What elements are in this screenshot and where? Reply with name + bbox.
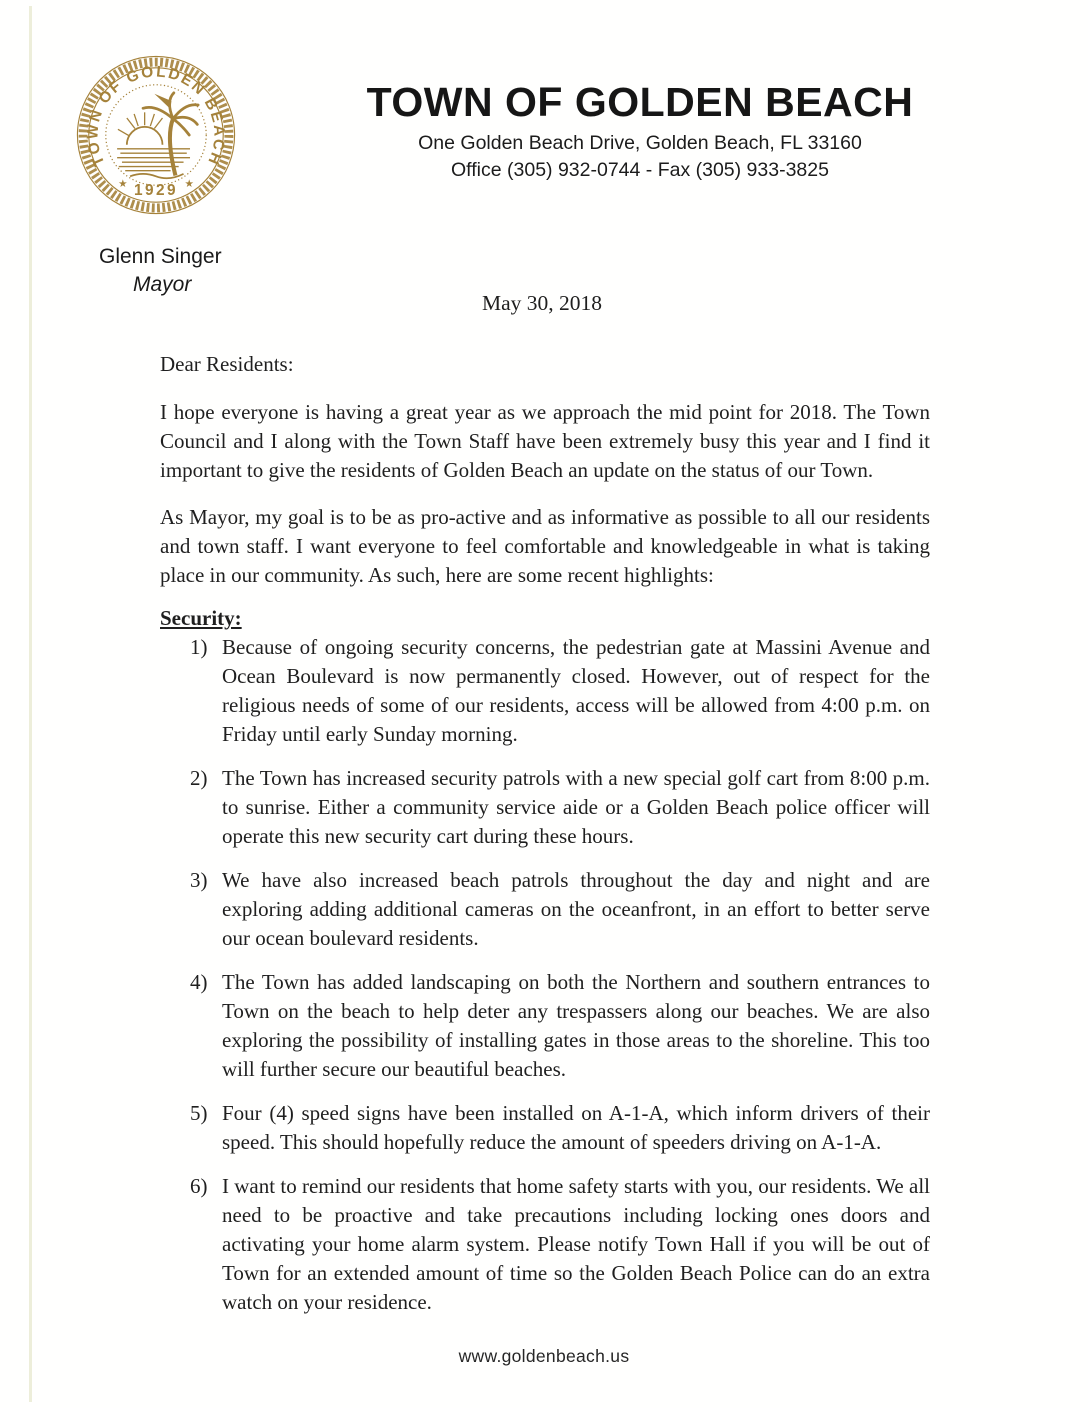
list-item-number: 3)	[190, 868, 208, 892]
seal-ring-text: TOWN OF GOLDEN BEACH	[84, 63, 228, 169]
list-item	[160, 866, 930, 953]
sender-block	[99, 244, 222, 299]
seal-year: 1929	[134, 181, 178, 199]
seal-star-right-icon: ★	[184, 178, 194, 190]
sender-name: Glenn Singer	[99, 245, 222, 268]
list-item-text: I want to remind our residents that home safety starts with you, our residents. We all need to be proactive and take precautions including locking ones doors and activating your home alarm system. Please notify Town Hall if you will be out of Town for an extended amount of time so the Golden Beach Police can do an extra watch on your residence.	[222, 1174, 930, 1314]
paragraph-2: As Mayor, my goal is to be as pro-active and as informative as possible to all our residents and town staff. I want everyone to feel comfortable and knowledgeable in what is taking place in our community. As such, here are some recent highlights:	[160, 505, 930, 587]
list-item-text: Because of ongoing security concerns, the pedestrian gate at Massini Avenue and Ocean Boulevard is now permanently closed. However, out of respect for the religious needs of some of our residents, access will be allowed from 4:00 p.m. on Friday until early Sunday morning.	[222, 635, 930, 746]
list-item-number: 5)	[190, 1101, 208, 1125]
letterhead-contact: Office (305) 932-0744 - Fax (305) 933-3825	[451, 159, 829, 182]
paragraph-1: I hope everyone is having a great year as we approach the mid point for 2018. The Town Council and I along with the Town Staff have been extremely busy this year and I find it important to give the residents of Golden Beach an update on the status of our Town.	[160, 400, 930, 482]
list-item-number: 1)	[190, 635, 208, 659]
town-seal-icon	[75, 53, 237, 217]
list-item-number: 2)	[190, 766, 208, 790]
list-item-text: The Town has increased security patrols with a new special golf cart from 8:00 p.m. to sunrise. Either a community service aide or a Golden Beach police officer will operate this new security cart during these hours.	[222, 766, 930, 848]
list-item	[160, 764, 930, 851]
list-item-number: 6)	[190, 1174, 208, 1198]
security-heading: Security:	[160, 606, 242, 630]
salutation: Dear Residents:	[160, 352, 294, 376]
list-item	[160, 1172, 930, 1317]
letter-body	[160, 350, 930, 1317]
list-item-text: The Town has added landscaping on both the Northern and southern entrances to Town on the beach to help deter any trespassers along our beaches. We are also exploring the possibility of installing gates in those areas to the shoreline. This too will further secure our beautiful beaches.	[222, 970, 930, 1081]
security-list	[160, 633, 930, 1317]
letter-date: May 30, 2018	[482, 291, 603, 315]
list-item	[160, 968, 930, 1084]
sender-role: Mayor	[133, 273, 192, 297]
list-item	[160, 1099, 930, 1157]
scan-edge-line	[29, 6, 32, 1402]
letterhead	[300, 80, 980, 182]
list-item-text: Four (4) speed signs have been installed on A-1-A, which inform drivers of their speed. This should hopefully reduce the amount of speeders driving on A-1-A.	[222, 1101, 930, 1154]
list-item-number: 4)	[190, 970, 208, 994]
seal-star-left-icon: ★	[118, 178, 128, 190]
footer-website: www.goldenbeach.us	[458, 1346, 630, 1366]
list-item	[160, 633, 930, 749]
list-item-text: We have also increased beach patrols throughout the day and night and are exploring adding additional cameras on the oceanfront, in an effort to better serve our ocean boulevard residents.	[222, 868, 930, 950]
letterhead-title: TOWN OF GOLDEN BEACH	[366, 79, 914, 125]
letterhead-address: One Golden Beach Drive, Golden Beach, FL 33160	[418, 132, 862, 155]
